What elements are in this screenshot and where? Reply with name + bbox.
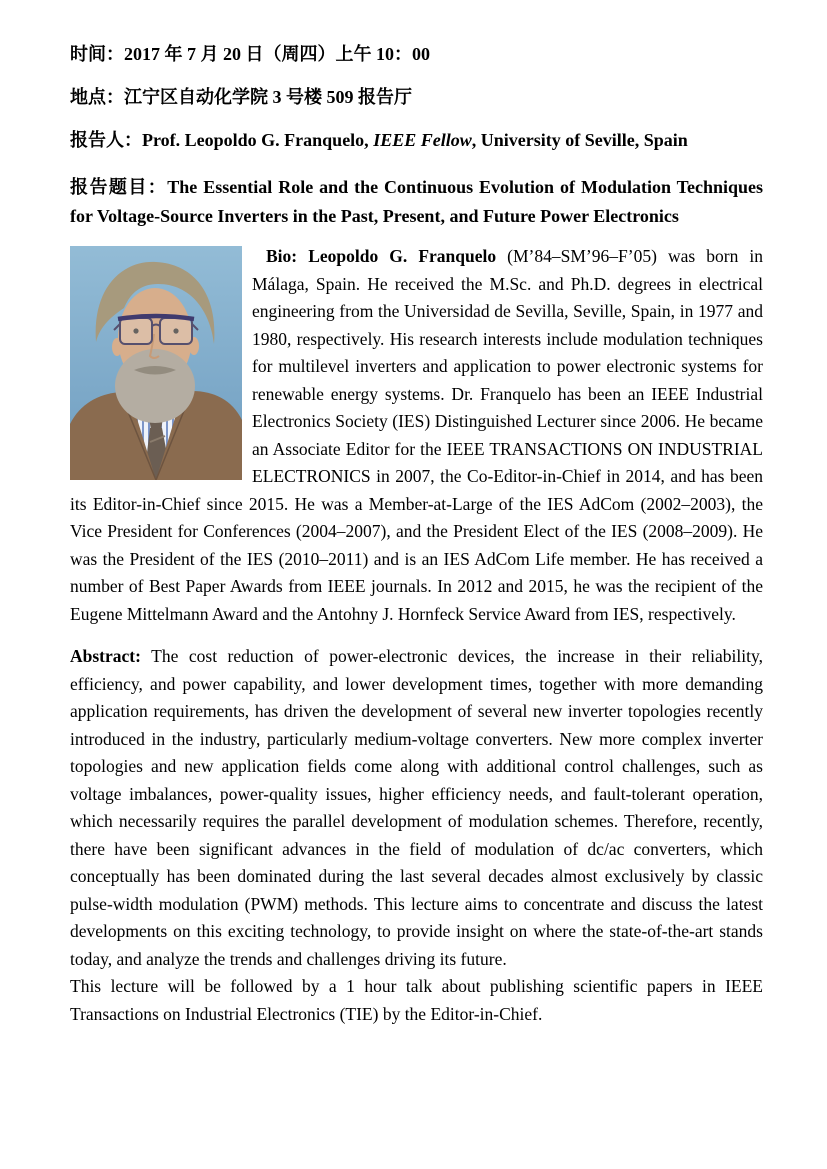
speaker-line [70,130,763,151]
portrait-illustration [70,246,242,480]
abstract-label: Abstract: [70,646,141,666]
bio-section [70,243,763,628]
speaker-photo [70,246,242,480]
talk-title-text: The Essential Role and the Continuous Evolution of Modulation Techniques for Voltage-Source Inverters in the Past, Present, and Future Power Electronics [70,177,763,226]
followup-text: This lecture will be followed by a 1 hour talk about publishing scientific papers in IEEE Transactions on Industrial Electronics (TIE) by the Editor-in-Chief. [70,976,763,1024]
seminar-location-line [70,87,763,108]
speaker-affiliation-italic: IEEE Fellow [373,130,472,150]
seminar-location-text: 地点：江宁区自动化学院 3 号楼 509 报告厅 [70,87,412,107]
seminar-time-text: 时间：2017 年 7 月 20 日（周四）上午 10：00 [70,44,430,64]
abstract-paragraph [70,643,763,973]
speaker-prefix: 报告人：Prof. Leopoldo G. Franquelo, [70,130,374,150]
talk-title-label: 报告题目： [70,177,168,197]
abstract-text: The cost reduction of power-electronic devices, the increase in their reliability, efficiency, and power capability, and lower development times, together with more demanding application requirements, has driven the development of several new inverter topologies recently introduced in the industry, particularly medium-voltage converters. New more complex inverter topologies and new application fields come along with additional control challenges, such as voltage imbalances, power-quality issues, higher efficiency needs, and fault-tolerant operation, which necessarily requires the parallel development of modulation schemes. Therefore, recently, there have been significant advances in the field of modulation of dc/ac converters, which conceptually has been dominated during the last several decades almost exclusively by classic pulse-width modulation (PWM) methods. This lecture aims to concentrate and discuss the latest developments on this exciting technology, to provide insight on where the state-of-the-art stands today, and analyze the trends and challenges driving its future. [70,646,763,969]
seminar-time-line [70,44,763,65]
talk-title [70,173,763,230]
bio-label: Bio: [266,246,298,266]
followup-paragraph [70,973,763,1028]
bio-speaker-name: Leopoldo G. Franquelo [308,246,497,266]
beard [115,349,195,423]
speaker-suffix: , University of Seville, Spain [471,130,688,150]
bio-text: (M’84–SM’96–F’05) was born in Málaga, Spain. He received the M.Sc. and Ph.D. degrees in electrical engineering from the Universidad de Sevilla, Seville, Spain, in 1977 and 1980, respectively. His research interests include modulation techniques for multilevel inverters and application to power electronic systems for renewable energy systems. Dr. Franquelo has been an IEEE Industrial Electronics Society (IES) Distinguished Lecturer since 2006. He became an Associate Editor for the IEEE TRANSACTIONS ON INDUSTRIAL ELECTRONICS in 2007, the Co-Editor-in-Chief in 2014, and has been its Editor-in-Chief since 2015. He was a Member-at-Large of the IES AdCom (2002–2003), the Vice President for Conferences (2004–2007), and the President Elect of the IES (2008–2009). He was the President of the IES (2010–2011) and is an IES AdCom Life member. He has received a number of Best Paper Awards from IEEE journals. In 2012 and 2015, he was the recipient of the Eugene Mittelmann Award and the Antohny J. Hornfeck Service Award from IES, respectively. [70,246,763,624]
